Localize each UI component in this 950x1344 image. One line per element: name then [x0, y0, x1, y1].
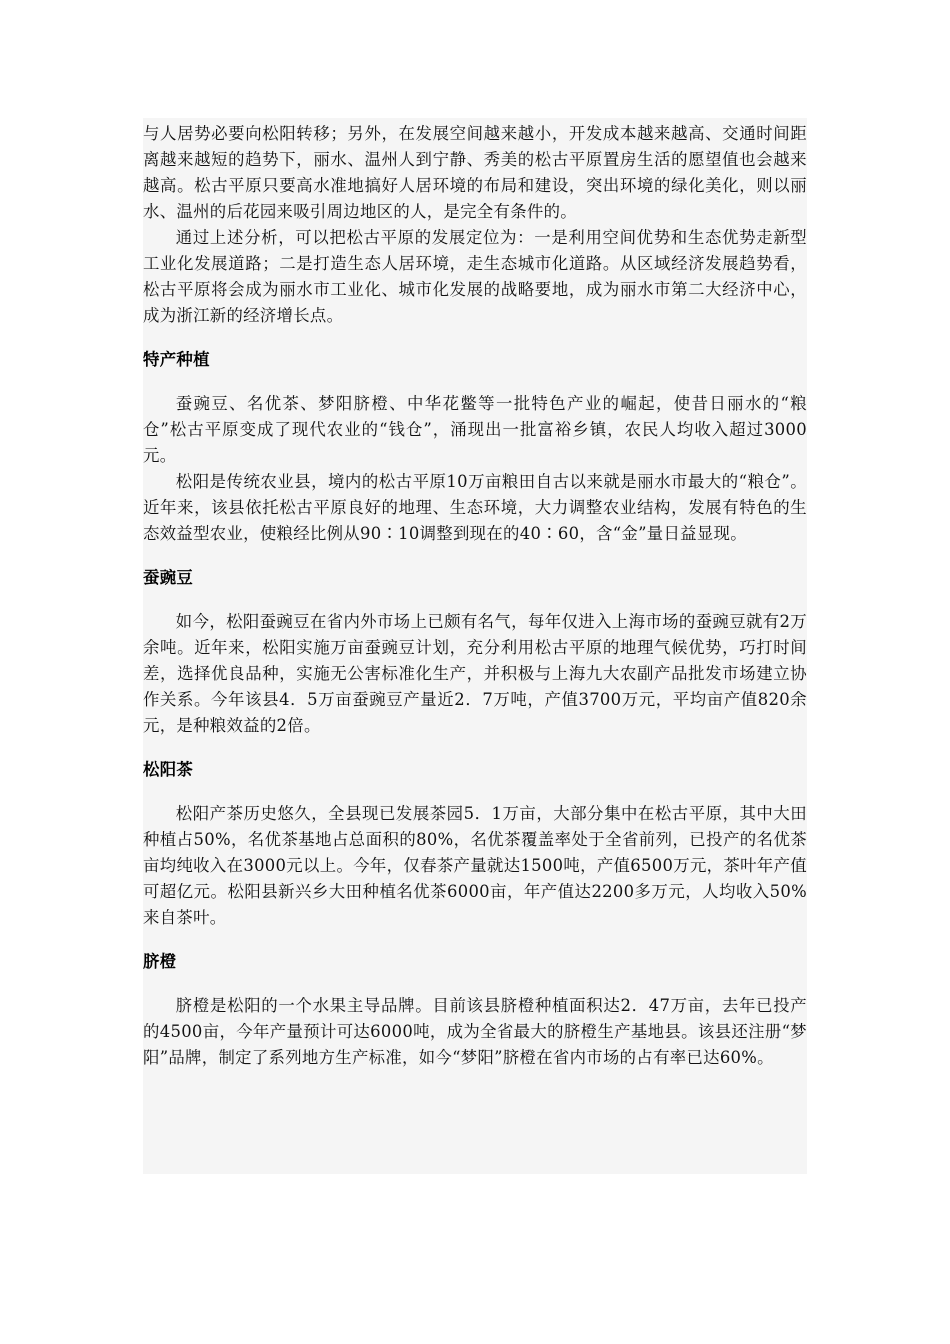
intro-paragraph-1: 与人居势必要向松阳转移；另外，在发展空间越来越小，开发成本越来越高、交通时间距离越来越短的趋势下，丽水、温州人到宁静、秀美的松古平原置房生活的愿望值也会越来越高。松古平原只要高水准地搞好人居环境的布局和建设，突出环境的绿化美化，则以丽水、温州的后花园来吸引周边地区的人，是完全有条件的。	[143, 124, 807, 221]
document-body	[143, 121, 807, 1071]
section-heading-songyang-tea: 松阳茶	[143, 760, 194, 779]
specialty-crops-paragraph-2: 松阳是传统农业县，境内的松古平原10万亩粮田自古以来就是丽水市最大的“粮仓”。近年来，该县依托松古平原良好的地理、生态环境，大力调整农业结构，发展有特色的生态效益型农业，使粮经比例从90∶10调整到现在的40∶60，含“金”量日益显现。	[143, 472, 807, 543]
intro-paragraph-2: 通过上述分析，可以把松古平原的发展定位为：一是利用空间优势和生态优势走新型工业化发展道路；二是打造生态人居环境，走生态城市化道路。从区域经济发展趋势看，松古平原将会成为丽水市工业化、城市化发展的战略要地，成为丽水市第二大经济中心，成为浙江新的经济增长点。	[143, 228, 807, 325]
section-heading-specialty-crops: 特产种植	[143, 350, 210, 369]
specialty-crops-paragraph-1: 蚕豌豆、名优茶、梦阳脐橙、中华花鳖等一批特色产业的崛起，使昔日丽水的“粮仓”松古平原变成了现代农业的“钱仓”，涌现出一批富裕乡镇，农民人均收入超过3000元。	[143, 394, 807, 465]
section-heading-navel-orange: 脐橙	[143, 952, 177, 971]
navel-orange-paragraph: 脐橙是松阳的一个水果主导品牌。目前该县脐橙种植面积达2．47万亩，去年已投产的4500亩，今年产量预计可达6000吨，成为全省最大的脐橙生产基地县。该县还注册“梦阳”品牌，制定了系列地方生产标准，如今“梦阳”脐橙在省内市场的占有率已达60%。	[143, 996, 807, 1067]
songyang-tea-paragraph: 松阳产茶历史悠久，全县现已发展茶园5．1万亩，大部分集中在松古平原，其中大田种植占50%，名优茶基地占总面积的80%，名优茶覆盖率处于全省前列，已投产的名优茶亩均纯收入在3000元以上。今年，仅春茶产量就达1500吨，产值6500万元，茶叶年产值可超亿元。松阳县新兴乡大田种植名优茶6000亩，年产值达2200多万元，人均收入50%来自茶叶。	[143, 804, 807, 927]
section-heading-broad-beans: 蚕豌豆	[143, 568, 194, 587]
broad-beans-paragraph: 如今，松阳蚕豌豆在省内外市场上已颇有名气，每年仅进入上海市场的蚕豌豆就有2万余吨。近年来，松阳实施万亩蚕豌豆计划，充分利用松古平原的地理气候优势，巧打时间差，选择优良品种，实施无公害标准化生产，并积极与上海九大农副产品批发市场建立协作关系。今年该县4．5万亩蚕豌豆产量近2．7万吨，产值3700万元，平均亩产值820余元，是种粮效益的2倍。	[143, 612, 807, 735]
